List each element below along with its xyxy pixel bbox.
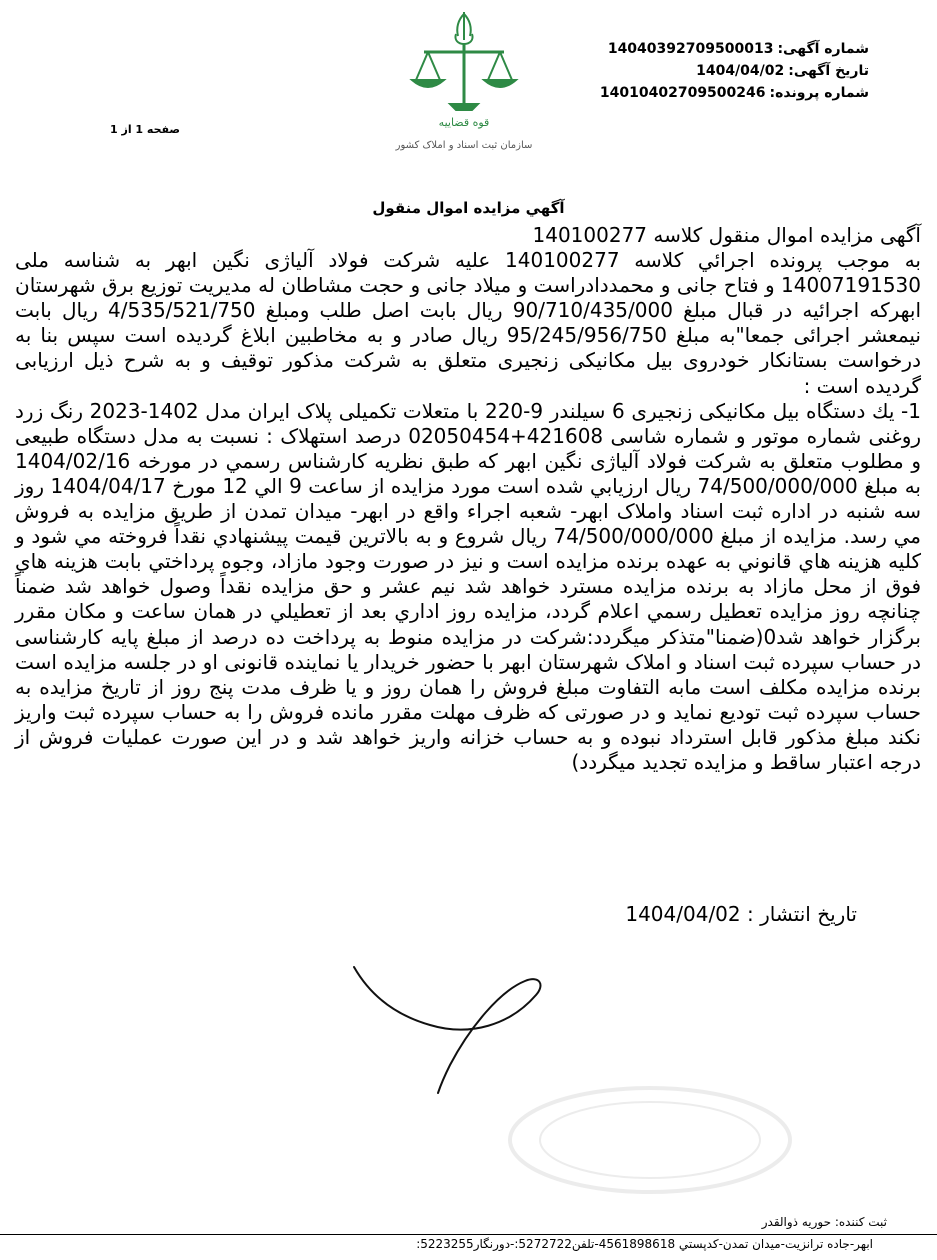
- notice-heading-line: آگهی مزایده اموال منقول کلاسه 140100277: [532, 223, 921, 247]
- ad-number-value: 14040392709500013: [607, 41, 774, 57]
- ad-date-row: [539, 60, 869, 82]
- file-number-row: [539, 82, 869, 104]
- judiciary-scales-emblem-icon: [384, 6, 544, 158]
- notice-body: [15, 223, 921, 775]
- file-number-label: شماره پرونده:: [769, 85, 869, 101]
- page-number: صفحه 1 از 1: [110, 123, 181, 136]
- file-number-value: 14010402709500246: [599, 85, 766, 101]
- publication-date-label: تاریخ انتشار :: [747, 902, 857, 926]
- document-title: آگهي مزايده اموال منقول: [372, 199, 565, 217]
- registrar-label: ثبت کننده:: [834, 1215, 887, 1229]
- faint-stamp-watermark: [500, 1080, 800, 1200]
- publication-date: [625, 902, 857, 926]
- notice-paragraph-item-1: 1- يك دستگاه بیل مکانیکی زنجیری 6 سیلندر 9-220 با متعلات تکمیلی پلاک ایران مدل 1402-2023 رنگ زرد روغنی شماره موتور و شماره شاسی 421608+02050454 درصد استهلاک : نسبت به مدل دستگاه طبیعی و مطلوب متعلق به شرکت فولاد آلیاژی نگین ابهر که طبق نظریه کارشناس رسمي در مورخه 1404/02/16 به مبلغ 74/500/000/000 ريال ارزيابي شده است مورد مزايده از ساعت 9 الي 12 مورخ 1404/04/17 روز سه شنبه در اداره ثبت اسناد واملاک ابهر- شعبه اجراء واقع در ابهر- میدان تمدن از طريق مزايده به فروش مي رسد. مزايده از مبلغ 74/500/000/000 ريال شروع و به بالاترين قيمت پيشنهادي نقداً فروخته مي شود و كليه هزينه هاي قانوني به عهده برنده مزايده است و نيز در صورت وجود مازاد، وجوه پرداختي بابت هزينه هاي فوق از محل مازاد به برنده مزايده مسترد خواهد شد نيم عشر و حق مزايده نقداً وصول خواهد شد ضمناً چنانچه روز مزايده تعطيل رسمي اعلام گردد، مزايده روز اداري بعد از تعطيلي در همان ساعت و مكان مقرر برگزار خواهد شد0(ضمنا"متذکر میگردد:شرکت در مزایده منوط به پرداخت ده درصد از مبلغ پایه کارشناسی در حساب سپرده ثبت اسناد و املاک شهرستان ابهر با حضور خریدار یا نماینده قانونی او در جلسه مزایده است برنده مزایده مکلف است مابه التفاوت مبلغ فروش را همان روز و یا ظرف مدت پنج روز از تاریخ مزایده به حساب سپرده ثبت تودیع نماید و در صورتی که ظرف مهلت مقرر مانده فروش را به حساب سپرده ثبت واریز نکند مبلغ مذکور قابل استرداد نبوده و به حساب خزانه واریز خواهد شد و در این صورت عملیات فروش از درجه اعتبار ساقط و مزایده تجدید میگردد): [15, 398, 922, 774]
- ad-date-value: 1404/04/02: [696, 63, 785, 79]
- ad-number-row: [539, 38, 869, 60]
- notice-paragraph-intro: به موجب پرونده اجرائي كلاسه 140100277 علیه شرکت فولاد آلیاژی نگین ابهر به شناسه ملی 14007191530 و فتاح جانی و محمددادراست و میلاد جانی و حجت مشاطان له مدیریت توزیع برق شهرستان ابهرکه اجرائیه در قبال مبلغ 90/710/435/000 ریال بابت اصل طلب ومبلغ 4/535/521/750 ریال بابت نیمعشر اجرائی جمعا"به مبلغ 95/245/956/750 ریال صادر و به مخاطبین ابلاغ گردیده است سپس بنا به درخواست بستانکار خودروی بیل مکانیکی زنجیری متعلق به شرکت مذکور توقیف و به شرح ذیل ارزیابی گردیده است :: [15, 248, 922, 398]
- footer-address: ابهر-جاده ترانزیت-میدان تمدن-کدپستي 4561898618-تلفن5272722:-دورنگار5223255:: [416, 1237, 873, 1251]
- handwritten-signature-icon: [340, 955, 550, 1095]
- emblem-text-line1: قوه قضاییه: [438, 116, 490, 129]
- ad-metadata: [539, 38, 869, 104]
- ad-number-label: شماره آگهی:: [777, 41, 869, 57]
- registrar: [762, 1215, 887, 1229]
- ad-date-label: تاریخ آگهی:: [788, 63, 869, 79]
- emblem-text-line2: سازمان ثبت اسناد و املاک کشور: [395, 140, 533, 151]
- footer-divider: [0, 1234, 937, 1235]
- registrar-name: حوریه ذوالقدر: [761, 1215, 832, 1229]
- publication-date-value: 1404/04/02: [625, 902, 741, 926]
